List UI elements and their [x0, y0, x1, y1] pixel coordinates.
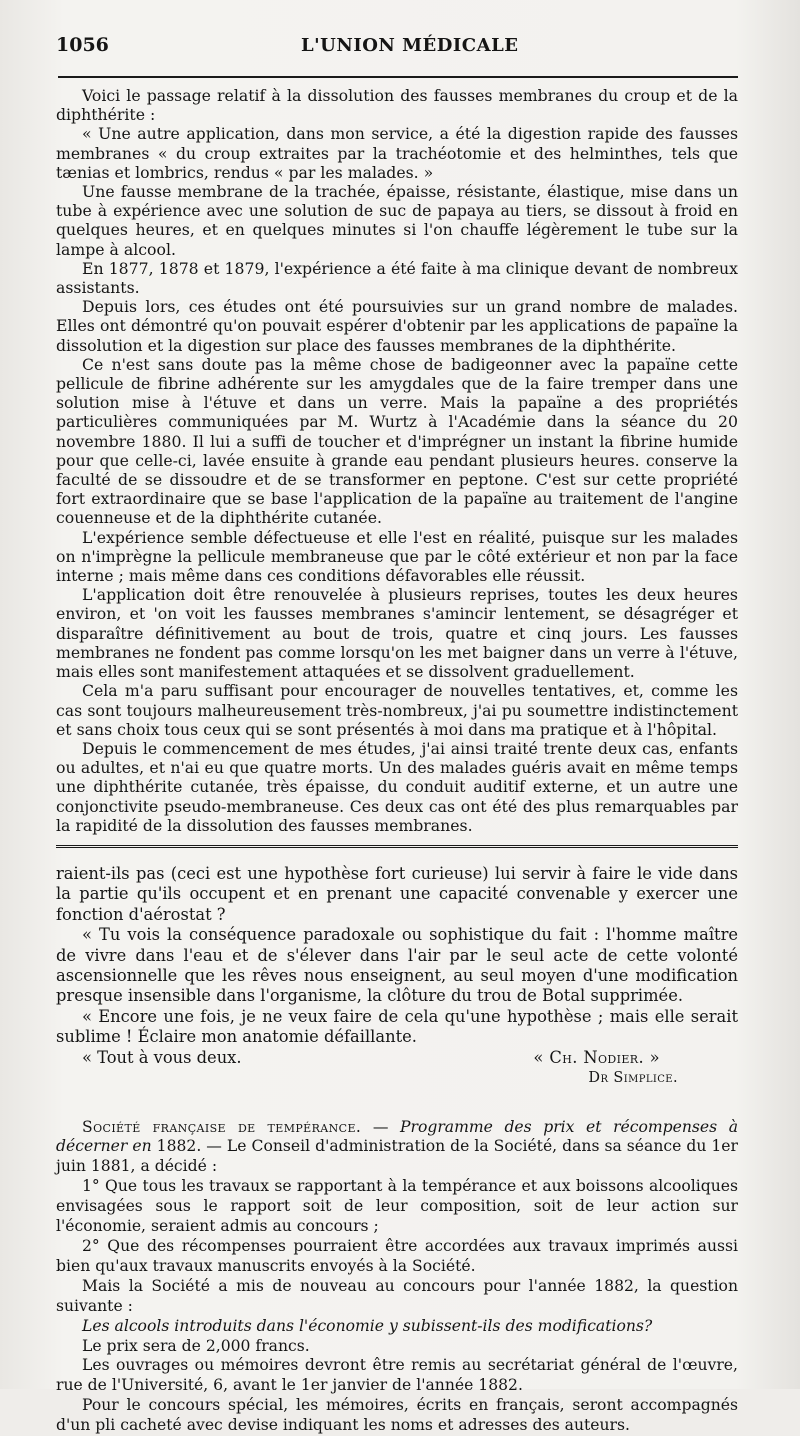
paragraph: raient-ils pas (ceci est une hypothèse fort curieuse) lui servir à faire le vide dans la partie qu'ils occupent et en prenant une capacité convenable y exercer une fonction d'aérostat ? [56, 863, 738, 924]
feuilleton-separator [56, 845, 738, 850]
paragraph: Mais la Société a mis de nouveau au concours pour l'année 1882, la question suivante : [56, 1276, 738, 1315]
signature-simplice: Dr Simplice. [588, 1069, 678, 1086]
article-temperance [56, 1118, 738, 1436]
paragraph: 2° Que des récompenses pourraient être accordées aux travaux imprimés aussi bien qu'aux travaux manuscrits envoyés à la Société. [56, 1237, 738, 1275]
signature-nodier: « Ch. Nodier. » [533, 1047, 660, 1067]
feuilleton [56, 864, 738, 1088]
contest-question: Les alcools introduits dans l'économie y subissent-ils des modifications? [82, 1316, 653, 1335]
header-rule [58, 76, 738, 78]
closing-line [56, 1048, 738, 1068]
paragraph: Les ouvrages ou mémoires devront être remis au secrétariat général de l'œuvre, rue de l'Université, 6, avant le 1er janvier de l'année 1882. [56, 1356, 738, 1395]
paragraph: L'application doit être renouvelée à plusieurs reprises, toutes les deux heures environ, et 'on voit les fausses membranes s'amincir lentement, se désagréger et disparaître définitivement au bout de trois, quatre et cinq jours. Les fausses membranes ne fondent pas comme lorsqu'on les met baigner dans un verre à l'étuve, mais elles sont manifestement attaquées et se dissolvent graduellement. [56, 585, 738, 682]
paragraph: 1° Que tous les travaux se rapportant à la tempérance et aux boissons alcooliques envisagées sous le rapport soit de leur composition, soit de leur action sur l'économie, seraient admis au concours ; [56, 1177, 738, 1236]
paragraph: « Encore une fois, je ne veux faire de cela qu'une hypothèse ; mais elle serait sublime ! Éclaire mon anatomie défaillante. [56, 1006, 738, 1047]
paragraph: Ce n'est sans doute pas la même chose de badigeonner avec la papaïne cette pellicule de fibrine adhérente sur les amygdales que de la faire tremper dans une solution mise à l'étuve et dans un verre. Mais la papaïne a des propriétés particulières communiquées par M. Wurtz à l'Académie dans la séance du 20 novembre 1880. Il lui a suffi de toucher et d'imprégner un instant la fibrine humide pour que celle-ci, lavée ensuite à grande eau pendant plusieurs heures. conserve la faculté de se dissoudre et de se transformer en peptone. C'est sur cette propriété fort extraordinaire que se base l'application de la papaïne au traitement de l'angine couenneuse et de la diphthérite cutanée. [56, 354, 738, 528]
heading-dash: — [361, 1117, 401, 1136]
notice-heading [56, 1118, 738, 1178]
page-header [56, 34, 738, 74]
paragraph: « Une autre application, dans mon service, a été la digestion rapide des fausses membranes « du croup extraites par la trachéotomie et des helminthes, tels que tænias et lombrics, rendus « par les malades. » [56, 124, 738, 182]
running-title: L'UNION MÉDICALE [301, 35, 519, 56]
paragraph: Depuis le commencement de mes études, j'ai ainsi traité trente deux cas, enfants ou adultes, et n'ai eu que quatre morts. Un des malades guéris avait en même temps une diphthérite cutanée, très épaisse, du conduit auditif externe, et un autre une conjonctivite pseudo-membraneuse. Ces deux cas ont été des plus remarquables par la rapidité de la dissolution des fausses membranes. [56, 738, 738, 835]
closing-text: « Tout à vous deux. [82, 1047, 242, 1067]
paragraph: Une fausse membrane de la trachée, épaisse, résistante, élastique, mise dans un tube à expérience avec une solution de suc de papaya au tiers, se dissout à froid en quelques heures, et en quelques minutes si l'on chauffe légèrement le tube sur la lampe à alcool. [56, 182, 738, 259]
paragraph: Depuis lors, ces études ont été poursuivies sur un grand nombre de malades. Elles ont démontré qu'on pouvait espérer d'obtenir par les applications de papaïne la dissolution et la digestion sur place des fausses membranes de la diphthérite. [56, 297, 738, 355]
society-name: Société française de tempérance. [82, 1117, 362, 1136]
paragraph: L'expérience semble défectueuse et elle l'est en réalité, puisque sur les malades on n'imprègne la pellicule membraneuse que par le côté extérieur et non par la face interne ; mais même dans ces conditions défavorables elle réussit. [56, 527, 738, 586]
paragraph: Cela m'a paru suffisant pour encourager de nouvelles tentatives, et, comme les cas sont toujours malheureusement très-nombreux, j'ai pu soumettre indistinctement et sans choix tous ceux qui se sont présentés à moi dans ma pratique et à l'hôpital. [56, 681, 738, 739]
paragraph: Voici le passage relatif à la dissolution des fausses membranes du croup et de la diphthérite : [56, 86, 738, 125]
paragraph: En 1877, 1878 et 1879, l'expérience a été faite à ma clinique devant de nombreux assistants. [56, 258, 738, 298]
program-title: Programme des prix et récompenses à décerner en [56, 1117, 739, 1156]
heading-continuation: 1882. — Le Conseil d'administration de la Société, dans sa séance du 1er juin 1881, a décidé : [56, 1137, 738, 1176]
paragraph: Pour le concours spécial, les mémoires, écrits en français, seront accompagnés d'un pli cacheté avec devise indiquant les noms et adresses des auteurs. [56, 1396, 738, 1435]
article-papaine [56, 86, 738, 835]
page-number: 1056 [56, 34, 109, 56]
paragraph: « Tu vois la conséquence paradoxale ou sophistique du fait : l'homme maître de vivre dans l'eau et de s'élever dans l'air par le seul acte de cette volonté ascensionnelle que les rêves nous enseignent, au seul moyen d'une modification presque insensible dans l'organisme, la clôture du trou de Botal supprimée. [56, 925, 738, 1006]
paragraph: Le prix sera de 2,000 francs. [82, 1336, 310, 1355]
section-gap [56, 1088, 738, 1118]
